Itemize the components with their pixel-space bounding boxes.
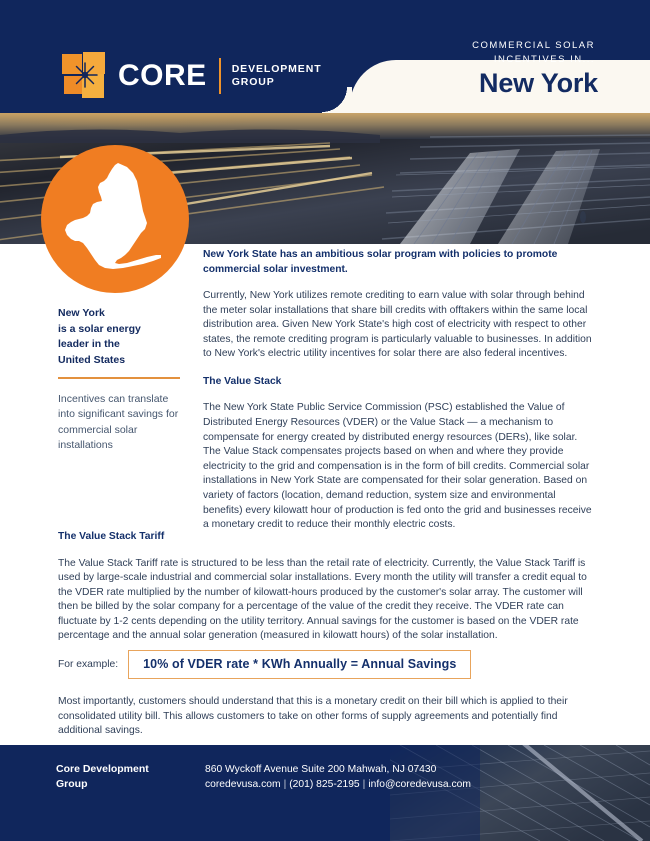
logo-subtitle-line2: GROUP	[231, 76, 275, 88]
header-kicker-line2: INCENTIVES IN...	[493, 54, 595, 65]
footer-address: 860 Wyckoff Avenue Suite 200 Mahwah, NJ 07430	[205, 764, 437, 775]
footer-website-link[interactable]: coredevusa.com	[205, 779, 281, 790]
core-logo-mark-icon	[62, 52, 108, 100]
tariff-section	[58, 530, 595, 657]
sidebar-heading	[58, 306, 180, 368]
lead-statement: New York State has an ambitious solar program with policies to promote commercial solar investment.	[203, 249, 558, 275]
footer-contact	[205, 762, 471, 792]
footer-brand-line1: Core Development	[56, 763, 149, 775]
solar-panel-footer-photo	[390, 745, 650, 841]
new-york-state-map-icon	[57, 159, 173, 279]
value-stack-paragraph: The New York State Public Service Commission (PSC) established the Value of Distributed Energy Resources (VDER) or the Value Stack — a mechanism to compensate for energy created by distributed energy resources (DERs), like solar. The Value Stack compensates projects based on when and where they provide electricity to the grid and compensation is in the form of bill credits. Commercial solar installations in New York State are compensated for their solar generation. Based on variety of factors (location, demand reduction, system size and environmental benefits) every kilowatt hour of production is fed onto the grid and businesses receive a monetary credit to reduce their monthly electric costs.	[203, 402, 592, 531]
sidebar-heading-line4: United States	[58, 353, 126, 366]
value-stack-heading: The Value Stack	[203, 375, 282, 387]
core-development-group-logo	[62, 52, 322, 100]
logo-divider	[219, 58, 221, 94]
logo-wordmark: CORE	[118, 59, 207, 92]
footer-brand-line2: Group	[56, 777, 88, 790]
document-body	[0, 244, 650, 745]
closing-section	[58, 695, 595, 752]
tariff-heading: The Value Stack Tariff	[58, 531, 165, 542]
sidebar-divider	[58, 377, 180, 379]
footer-separator-1: |	[283, 779, 287, 790]
savings-formula-box: 10% of VDER rate * KWh Annually = Annual Savings	[128, 650, 471, 679]
sidebar-callout	[58, 306, 180, 454]
header-kicker	[472, 39, 595, 67]
page-title: New York	[479, 68, 598, 98]
sidebar-heading-line2: is a solar energy	[58, 322, 141, 335]
closing-paragraph: Most importantly, customers should understand that this is a monetary credit on their bill which is applied to their consolidated utility bill. This allows customers to take on other forms of supply agreements and potentially find additional savings.	[58, 696, 568, 737]
sidebar-heading-line3: leader in the	[58, 338, 120, 350]
logo-subtitle	[232, 63, 322, 89]
footer-brand	[56, 762, 149, 791]
footer-separator-2: |	[362, 779, 366, 790]
example-formula-row	[58, 650, 595, 679]
sidebar-heading-line1: New York	[58, 307, 105, 319]
tariff-paragraph: The Value Stack Tariff rate is structured to be less than the retail rate of electricity. Currently, the Value Stack Tariff is used by large-scale industrial and commercial solar installations. Every month the utility will transfer a credit equal to the VDER rate multiplied by the number of kilowatt-hours produced by the customer's solar array. The customer will then be billed by the solar company for a percentage of the value of the credit they receive. The VDER rate can fluctuate by 1-2 cents depending on the utility territory. Annual savings for the customer is based on the VDER rate percentage and the annual solar generation (measured in kilowatt hours) of the solar installation.	[58, 557, 587, 642]
new-york-state-badge	[41, 145, 189, 293]
sidebar-subtext: Incentives can translate into significant savings for commercial solar installations	[58, 392, 179, 451]
footer-contact-links	[205, 777, 471, 792]
sunburst-icon	[72, 62, 98, 88]
intro-paragraph: Currently, New York utilizes remote crediting to earn value with solar through behind the meter solar installations that share bill credits with offtakers within the same local distribution area. Given New York State's high cost of electricity with respect to other states, the remote crediting program is particularly valuable to businesses. In addition to New York's electric utility incentives for solar there are also federal incentives.	[203, 290, 592, 360]
footer-phone-link[interactable]: (201) 825-2195	[289, 779, 360, 790]
example-label: For example:	[58, 659, 119, 670]
main-right-column	[203, 248, 595, 546]
logo-subtitle-line1: DEVELOPMENT	[231, 63, 322, 75]
header-kicker-line1: COMMERCIAL SOLAR	[472, 40, 595, 51]
page-footer	[0, 745, 650, 841]
footer-email-link[interactable]: info@coredevusa.com	[368, 779, 471, 790]
